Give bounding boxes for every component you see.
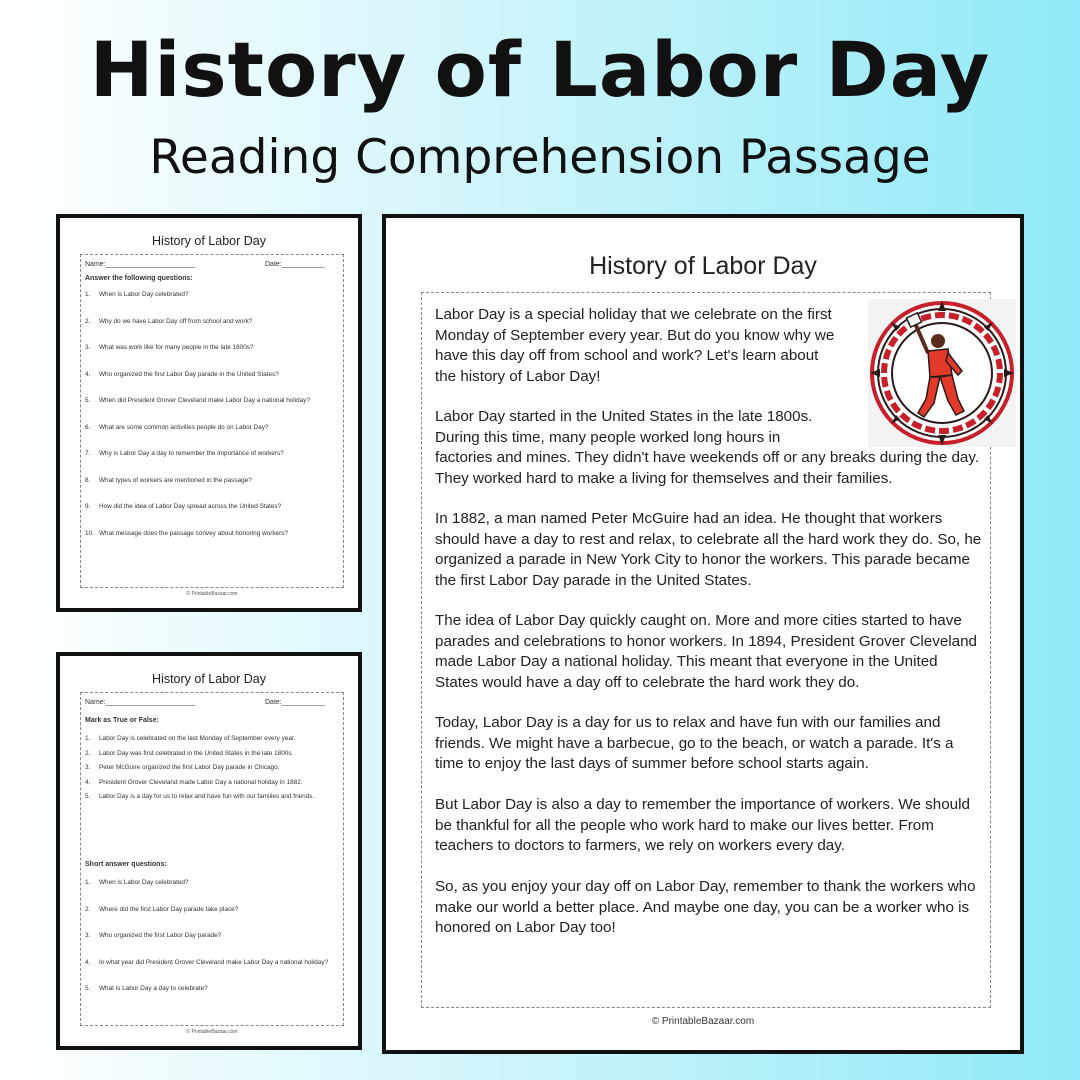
worksheet-border bbox=[80, 254, 344, 597]
short-answer-item bbox=[85, 985, 341, 992]
short-answer-item bbox=[85, 879, 341, 886]
name-label: Name:_______________________ bbox=[85, 261, 196, 268]
question-item bbox=[85, 371, 341, 378]
passage-title: History of Labor Day bbox=[589, 252, 817, 280]
reading-passage-sheet bbox=[382, 214, 1024, 1054]
item-text: Labor Day is celebrated on the last Monday of September every year. bbox=[99, 735, 296, 742]
item-number: 5. bbox=[85, 985, 91, 992]
item-number: 5. bbox=[85, 397, 91, 404]
true-false-item bbox=[85, 764, 341, 771]
item-text: Labor Day is a day for us to relax and have fun with our families and friends. bbox=[99, 793, 315, 800]
question-item bbox=[85, 291, 341, 298]
item-text: What is Labor Day a day to celebrate? bbox=[99, 985, 208, 992]
item-number: 10. bbox=[85, 529, 94, 537]
passage-paragraph: Labor Day is a special holiday that we celebrate on the first Monday of September every year. But do you know why we have this day off from school and work? Let's learn about the history of Labor Day! bbox=[435, 306, 835, 385]
item-text: Who organized the first Labor Day parade in the United States? bbox=[99, 370, 279, 378]
worksheet-footer: © PrintableBazaar.com bbox=[186, 1029, 238, 1035]
passage-border bbox=[421, 292, 991, 1008]
date-label: Date:___________ bbox=[265, 261, 325, 268]
name-date-row bbox=[85, 261, 341, 268]
item-number: 7. bbox=[85, 450, 91, 457]
question-item bbox=[85, 318, 341, 325]
short-answer-item bbox=[85, 959, 341, 966]
item-text: What message does the passage convey about honoring workers? bbox=[99, 529, 288, 537]
page-title: History of Labor Day bbox=[89, 25, 991, 114]
item-text: Labor Day was first celebrated in the United States in the late 1800s. bbox=[99, 749, 294, 757]
passage-paragraph: In 1882, a man named Peter McGuire had an idea. He thought that workers should have a day to rest and relax, to celebrate all the hard work they do. So, he organized a parade in New York City to honor the workers. This parade became the first Labor Day parade in the United States. bbox=[435, 510, 982, 589]
item-text: Why do we have Labor Day off from school and work? bbox=[99, 317, 253, 325]
true-false-heading: Mark as True or False: bbox=[85, 717, 159, 724]
item-number: 2. bbox=[85, 749, 91, 757]
worksheet-title: History of Labor Day bbox=[152, 234, 266, 248]
true-false-item bbox=[85, 779, 341, 786]
item-text: What types of workers are mentioned in the passage? bbox=[99, 476, 252, 484]
item-text: When did President Grover Cleveland make Labor Day a national holiday? bbox=[99, 397, 311, 404]
item-text: When is Labor Day celebrated? bbox=[99, 879, 189, 886]
item-text: What was work like for many people in the late 1800s? bbox=[99, 344, 254, 351]
page-subtitle: Reading Comprehension Passage bbox=[149, 130, 931, 185]
item-text: Where did the first Labor Day parade take place? bbox=[99, 905, 239, 913]
true-false-item bbox=[85, 750, 341, 757]
item-number: 1. bbox=[85, 291, 91, 298]
worksheet-true-false-preview bbox=[56, 652, 362, 1050]
passage-footer: © PrintableBazaar.com bbox=[651, 1016, 755, 1027]
short-answer-item bbox=[85, 932, 341, 939]
item-number: 1. bbox=[85, 879, 91, 886]
item-number: 4. bbox=[85, 958, 91, 966]
worksheet-questions-preview bbox=[56, 214, 362, 612]
item-number: 3. bbox=[85, 344, 91, 351]
short-answer-item bbox=[85, 906, 341, 913]
worksheet-footer: © PrintableBazaar.com bbox=[186, 591, 238, 597]
item-text: Why is Labor Day a day to remember the importance of workers? bbox=[99, 450, 284, 457]
true-false-item bbox=[85, 735, 341, 742]
item-text: Peter McGuire organized the first Labor Day parade in Chicago. bbox=[99, 764, 280, 771]
item-text: Who organized the first Labor Day parade? bbox=[99, 932, 222, 939]
item-number: 5. bbox=[85, 793, 91, 800]
item-number: 3. bbox=[85, 932, 91, 939]
question-item bbox=[85, 477, 341, 484]
passage-paragraph: So, as you enjoy your day off on Labor Day, remember to thank the workers who make our world a better place. And maybe one day, you can be a worker who is honored on Labor Day too! bbox=[435, 878, 976, 936]
item-text: How did the idea of Labor Day spread across the United States? bbox=[99, 503, 282, 510]
instruction-heading: Answer the following questions: bbox=[85, 275, 193, 282]
true-false-item bbox=[85, 793, 341, 800]
question-item bbox=[85, 503, 341, 510]
image-wrap-spacer bbox=[833, 407, 983, 445]
item-number: 1. bbox=[85, 735, 91, 742]
question-item bbox=[85, 397, 341, 404]
name-label: Name:_______________________ bbox=[85, 699, 196, 706]
item-number: 9. bbox=[85, 503, 91, 510]
item-number: 4. bbox=[85, 370, 91, 378]
item-text: President Grover Cleveland made Labor Day a national holiday in 1882. bbox=[99, 778, 303, 786]
short-answer-heading: Short answer questions: bbox=[85, 861, 167, 868]
item-number: 8. bbox=[85, 476, 91, 484]
item-number: 4. bbox=[85, 778, 91, 786]
question-item bbox=[85, 344, 341, 351]
item-number: 2. bbox=[85, 317, 91, 325]
question-item bbox=[85, 530, 341, 537]
date-label: Date:___________ bbox=[265, 699, 325, 706]
item-text: What are some common activities people do on Labor Day? bbox=[99, 423, 269, 431]
worksheet-border bbox=[80, 692, 344, 1035]
question-item bbox=[85, 424, 341, 431]
item-text: When is Labor Day celebrated? bbox=[99, 291, 189, 298]
item-number: 3. bbox=[85, 764, 91, 771]
item-number: 2. bbox=[85, 905, 91, 913]
question-item bbox=[85, 450, 341, 457]
name-date-row bbox=[85, 699, 341, 706]
item-number: 6. bbox=[85, 423, 91, 431]
passage-paragraph: Labor Day started in the United States in the late 1800s. During this time, many people worked long hours in factories and mines. They didn't have weekends off or any breaks during the day. They worked hard to make a living for themselves and their families. bbox=[435, 407, 983, 489]
passage-paragraph: The idea of Labor Day quickly caught on. More and more cities started to have parades and celebrations to honor workers. In 1894, President Grover Cleveland made Labor Day a national holiday. This meant that everyone in the United States would have a day off to celebrate the hard work they do. bbox=[435, 612, 977, 691]
worksheet-title: History of Labor Day bbox=[152, 672, 266, 686]
item-text: In what year did President Grover Cleveland make Labor Day a national holiday? bbox=[99, 958, 329, 966]
passage-paragraph: But Labor Day is also a day to remember the importance of workers. We should be thankful for all the people who work hard to make our lives better. From teachers to doctors to farmers, we rely on workers every day. bbox=[435, 796, 970, 854]
passage-paragraph: Today, Labor Day is a day for us to relax and have fun with our families and friends. We might have a barbecue, go to the beach, or watch a parade. It's a time to enjoy the last days of summer before school starts again. bbox=[435, 714, 954, 772]
